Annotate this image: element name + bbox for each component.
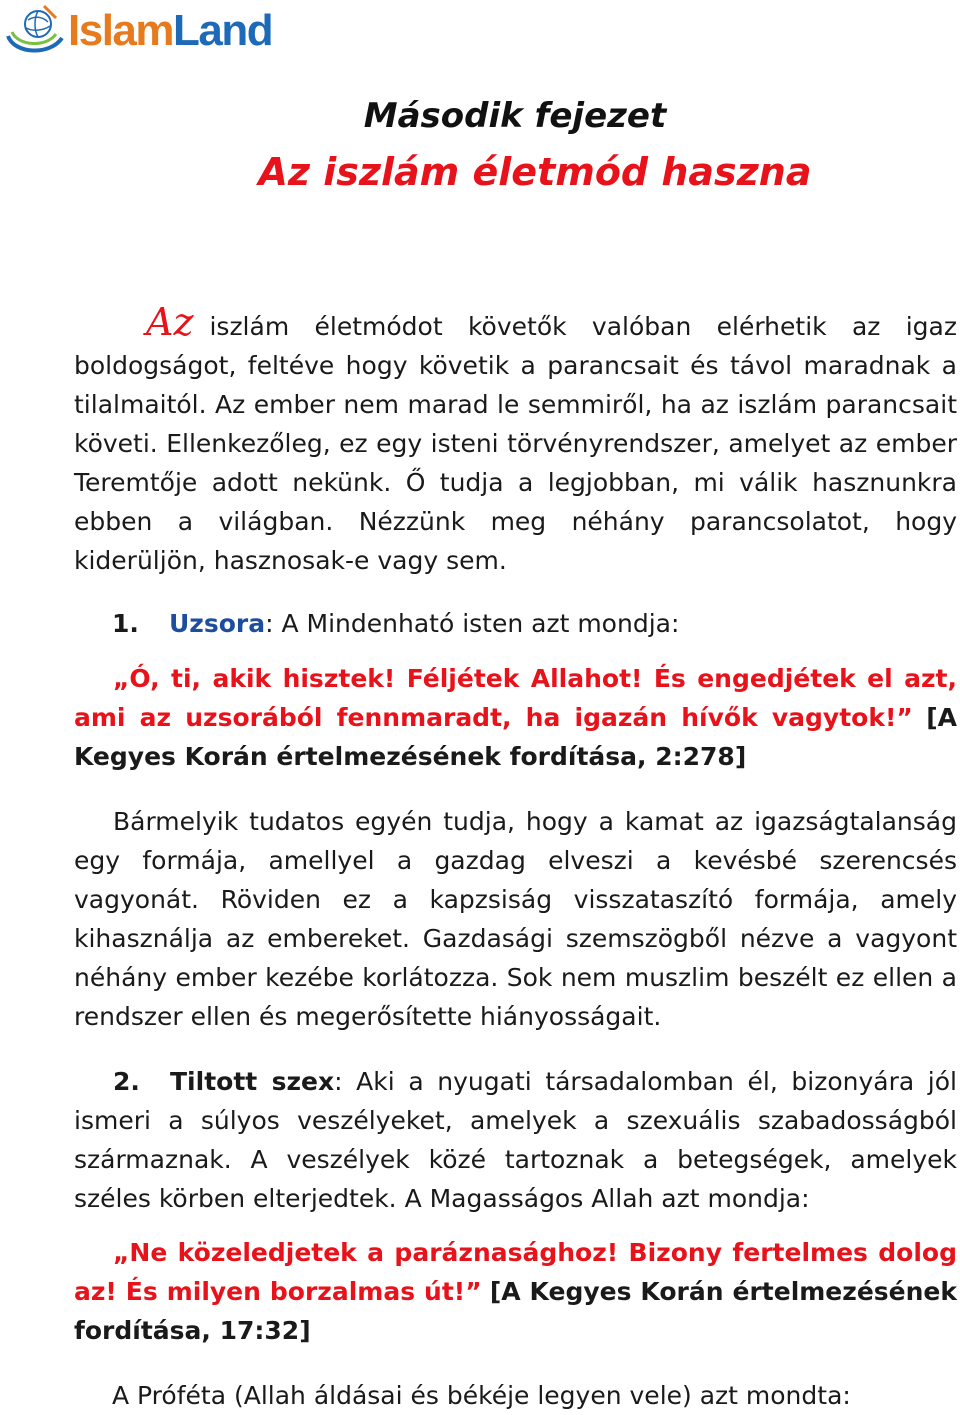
globe-icon <box>4 2 68 58</box>
quote-1-block <box>74 659 957 776</box>
citation-1: [A Kegyes Korán értelmezésének fordítása, 2:278] <box>74 703 957 771</box>
quote-2-block <box>74 1233 957 1350</box>
item1-keyword: Uzsora <box>169 609 266 638</box>
item1-text: : A Mindenható isten azt mondja: <box>265 609 680 638</box>
closing-line: A Próféta (Allah áldásai és békéje legyen vele) azt mondta: <box>112 1381 851 1410</box>
intro-text: iszlám életmódot követők valóban elérhetik az igaz boldogságot, feltéve hogy követik a parancsait és távol maradnak a tilalmaitól. Az ember nem marad le semmiről, ha az iszlám parancsait követi. Ellenkezőleg, ez egy isteni törvényrendszer, amelyet az ember Teremtője adott nekünk. Ő tudja a legjobban, mi válik hasznunkra ebben a világban. Nézzünk meg néhány parancsolatot, hogy kiderüljön, hasznosak-e vagy sem. <box>74 312 957 575</box>
islamland-logo <box>4 2 274 58</box>
item2-keyword: Tiltott szex <box>170 1067 335 1096</box>
item1-number: 1. <box>112 609 139 638</box>
intro-paragraph <box>0 300 957 580</box>
item1-paragraph: Bármelyik tudatos egyén tudja, hogy a kamat az igazságtalanság egy formája, amellyel a gazdag elveszi a kevésbé szerencsés vagyonát. Röviden ez a kapzsiság visszataszító formája, amely kihasználja az embereket. Gazdasági szemszögből nézve a vagyont néhány ember kezébe korlátozza. Sok nem muszlim beszélt ez ellen a rendszer ellen és megerősítette hiányosságait. <box>74 807 957 1031</box>
item2-text: : Aki a nyugati társadalomban él, bizonyára jól ismeri a súlyos veszélyeket, amelyek a szexuális szabadosságból származnak. A veszélyek közé tartoznak a betegségek, amelyek széles körben elterjedtek. A Magasságos Allah azt mondja: <box>74 1067 957 1213</box>
list-item-2 <box>74 1062 957 1218</box>
chapter-title: Az iszlám életmód haszna <box>258 150 812 194</box>
logo-wordmark: IslamLand <box>68 6 273 55</box>
dropcap: Az <box>146 300 194 344</box>
quote-1: „Ó, ti, akik hisztek! Féljétek Allahot! És engedjétek el azt, ami az uzsorából fennmaradt, ha igazán hívők vagytok!” <box>74 664 957 732</box>
quote-2: „Ne közeledjetek a paráznasághoz! Bizony fertelmes dolog az! És milyen borzalmas út!” <box>74 1238 957 1306</box>
item2-number: 2. <box>113 1067 140 1096</box>
list-item-1 <box>112 604 679 643</box>
chapter-number-title: Második fejezet <box>363 96 667 136</box>
citation-2: [A Kegyes Korán értelmezésének fordítása, 17:32] <box>74 1277 957 1345</box>
